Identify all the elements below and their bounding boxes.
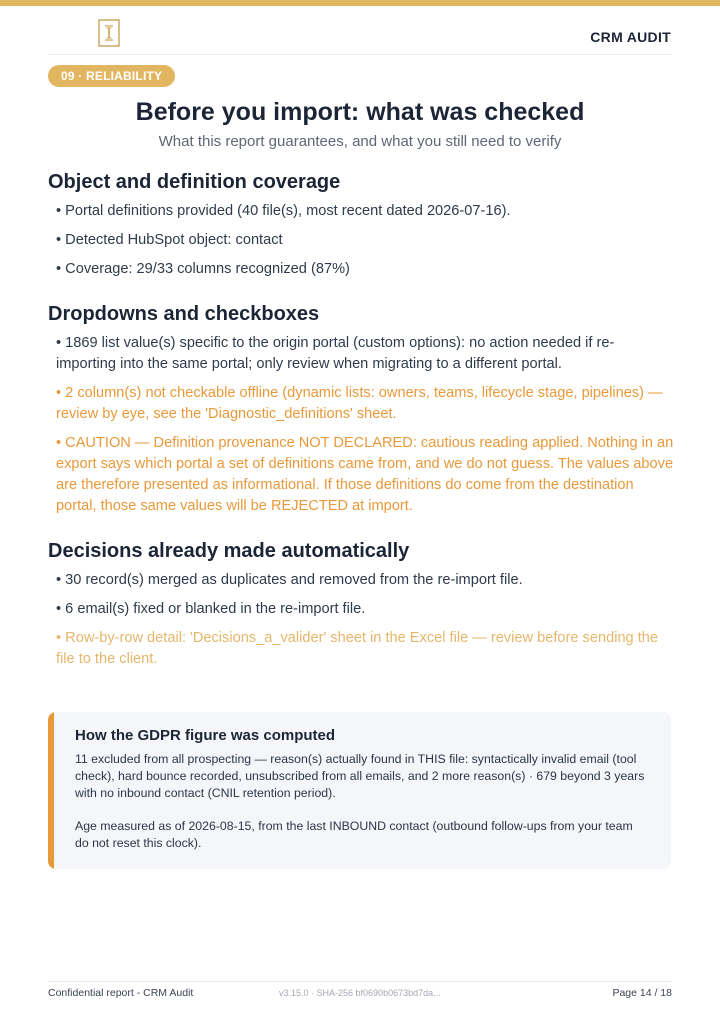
section-badge: 09 · RELIABILITY — [48, 65, 175, 87]
caution-item: • CAUTION — Definition provenance NOT DECLARED: cautious reading applied. Nothing in an export says which portal a set of definitions came from, and we do not guess. The values above are therefore presented as informational. If those definitions do come from the destination portal, those same values will be REJECTED at import. — [56, 435, 674, 514]
footer-divider — [48, 981, 672, 982]
callout-accent-bar — [48, 712, 54, 869]
callout-title: How the GDPR figure was computed — [75, 727, 336, 744]
list-item: • 1869 list value(s) specific to the origin portal (custom options): no action needed if re-importing into the same portal; only review when migrating to a different portal. — [56, 335, 615, 372]
list-item: • 30 record(s) merged as duplicates and removed from the re-import file. — [56, 572, 523, 588]
coverage-section — [48, 168, 674, 280]
list-item: • Portal definitions provided (40 file(s), most recent dated 2026-07-16). — [56, 203, 511, 219]
warning-item: • 2 column(s) not checkable offline (dynamic lists: owners, teams, lifecycle stage, pipelines) — review by eye, see the 'Diagnostic_definitions' sheet. — [56, 385, 663, 422]
decisions-section — [48, 537, 674, 670]
callout-paragraph: Age measured as of 2026-08-15, from the last INBOUND contact (outbound follow-ups from your team do not reset this clock). — [75, 819, 633, 850]
header-divider — [48, 54, 672, 55]
report-title: CRM AUDIT — [590, 29, 671, 45]
page-number: Page 14 / 18 — [612, 987, 672, 999]
dropdowns-heading: Dropdowns and checkboxes — [48, 303, 320, 325]
list-item: • Coverage: 29/33 columns recognized (87%) — [56, 261, 350, 277]
footer-confidential-label: Confidential report - CRM Audit — [48, 987, 194, 999]
footer-version-hash: v3.15.0 · SHA-256 bf0690b0673bd7da... — [279, 988, 441, 998]
list-item: • 6 email(s) fixed or blanked in the re-import file. — [56, 601, 366, 617]
note-item: • Row-by-row detail: 'Decisions_a_valider' sheet in the Excel file — review before sending the file to the client. — [56, 630, 659, 667]
gdpr-callout — [48, 712, 671, 869]
pillar-logo-icon — [98, 19, 120, 47]
top-accent-bar — [0, 0, 720, 6]
page-title: Before you import: what was checked — [135, 98, 585, 126]
coverage-heading: Object and definition coverage — [48, 171, 341, 193]
decisions-heading: Decisions already made automatically — [48, 540, 410, 562]
callout-paragraph: 11 excluded from all prospecting — reason(s) actually found in THIS file: syntactically invalid email (tool check), hard bounce recorded, unsubscribed from all emails, and 2 more reason(s) · 679 beyond 3 years with no inbound contact (CNIL retention period). — [75, 752, 645, 800]
page-subtitle: What this report guarantees, and what you still need to verify — [158, 133, 562, 150]
report-content — [48, 168, 674, 678]
dropdowns-section — [48, 300, 674, 517]
list-item: • Detected HubSpot object: contact — [56, 232, 283, 248]
